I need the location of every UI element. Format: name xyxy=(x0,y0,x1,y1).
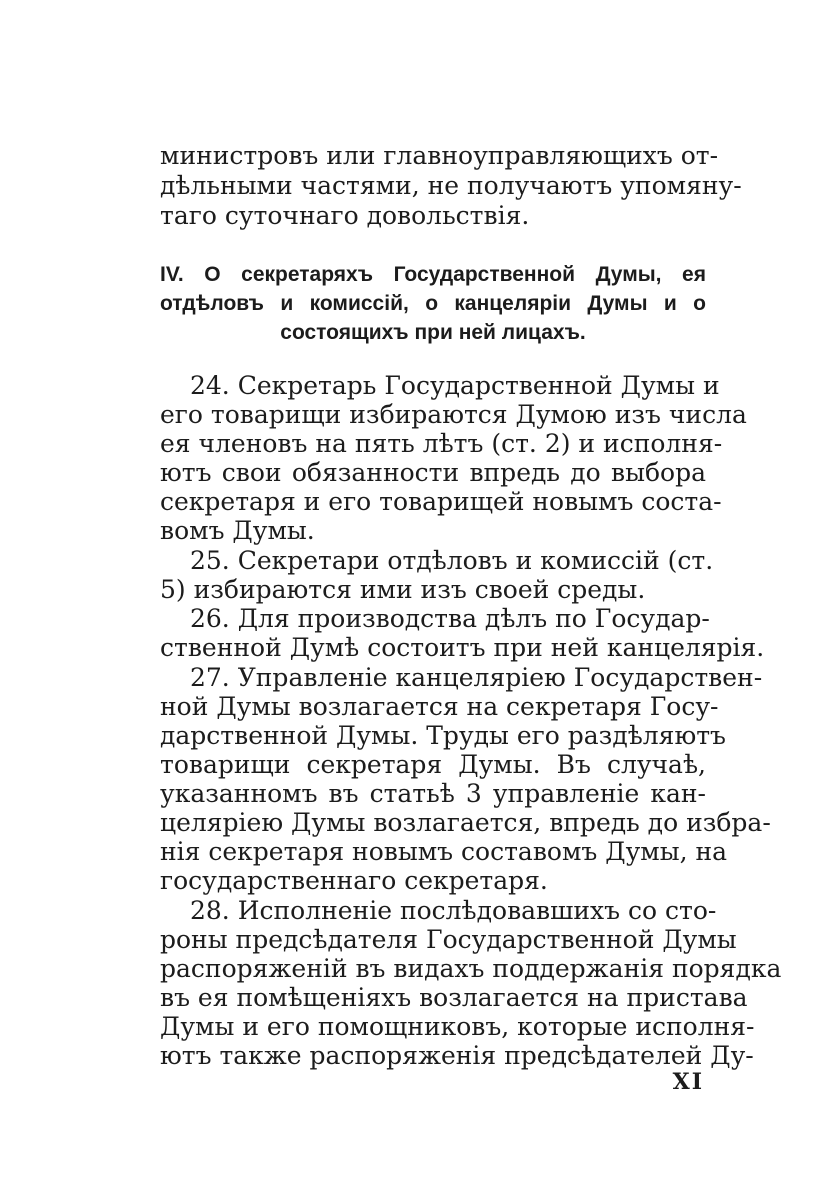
article-27-line: указанномъ въ статьѣ 3 управленіе кан- xyxy=(160,779,706,808)
text-line: таго суточнаго довольствія. xyxy=(160,201,530,230)
article-26-line: 26. Для производства дѣлъ по Государ- xyxy=(190,604,710,633)
text-line: министровъ или главноуправляющихъ от- xyxy=(160,141,719,170)
article-26-line: ственной Думѣ состоитъ при ней канцелярія. xyxy=(160,633,765,662)
article-25-line: 5) избираются ими изъ своей среды. xyxy=(160,575,646,604)
article-28-line: 28. Исполненіе послѣдовавшихъ со сто- xyxy=(190,896,717,925)
section-heading-line: IV. О секретаряхъ Государственной Думы, ея xyxy=(160,263,706,286)
article-28-line: ютъ также распоряженія предсѣдателей Ду- xyxy=(160,1041,754,1070)
page-number: XI xyxy=(672,1069,704,1095)
article-27-line: дарственной Думы. Труды его раздѣляютъ xyxy=(160,721,726,750)
article-27-line: нія секретаря новымъ составомъ Думы, на xyxy=(160,837,728,866)
section-heading-line: состоящихъ при ней лицахъ. xyxy=(280,321,586,344)
article-28-line: въ ея помѣщеніяхъ возлагается на пристава xyxy=(160,983,748,1012)
article-28-line: Думы и его помощниковъ, которые исполня- xyxy=(160,1012,755,1041)
article-28-line: роны предсѣдателя Государственной Думы xyxy=(160,925,737,954)
text-line: дѣльными частями, не получаютъ упомяну- xyxy=(160,171,742,200)
article-27-line: ной Думы возлагается на секретаря Госу- xyxy=(160,692,719,721)
article-24-line: ея членовъ на пять лѣтъ (ст. 2) и исполня- xyxy=(160,429,723,458)
article-27-line: государственнаго секретаря. xyxy=(160,866,548,895)
article-28-line: распоряженій въ видахъ поддержанія порядка xyxy=(160,954,782,983)
section-heading-line: отдѣловъ и комиссій, о канцеляріи Думы и о xyxy=(160,292,706,315)
article-27-line: целяріею Думы возлагается, впредь до избра- xyxy=(160,808,771,837)
article-27-line: товарищи секретаря Думы. Въ случаѣ, xyxy=(160,750,706,779)
article-24-line: 24. Секретарь Государственной Думы и xyxy=(190,371,720,400)
article-24-line: секретаря и его товарищей новымъ соста- xyxy=(160,487,722,516)
article-24-line: вомъ Думы. xyxy=(160,516,315,545)
article-27-line: 27. Управленіе канцеляріею Государствен- xyxy=(190,663,763,692)
article-24-line: ютъ свои обязанности впредь до выбора xyxy=(160,458,706,487)
article-25-line: 25. Секретари отдѣловъ и комиссій (ст. xyxy=(190,546,714,575)
article-24-line: его товарищи избираются Думою изъ числа xyxy=(160,400,747,429)
